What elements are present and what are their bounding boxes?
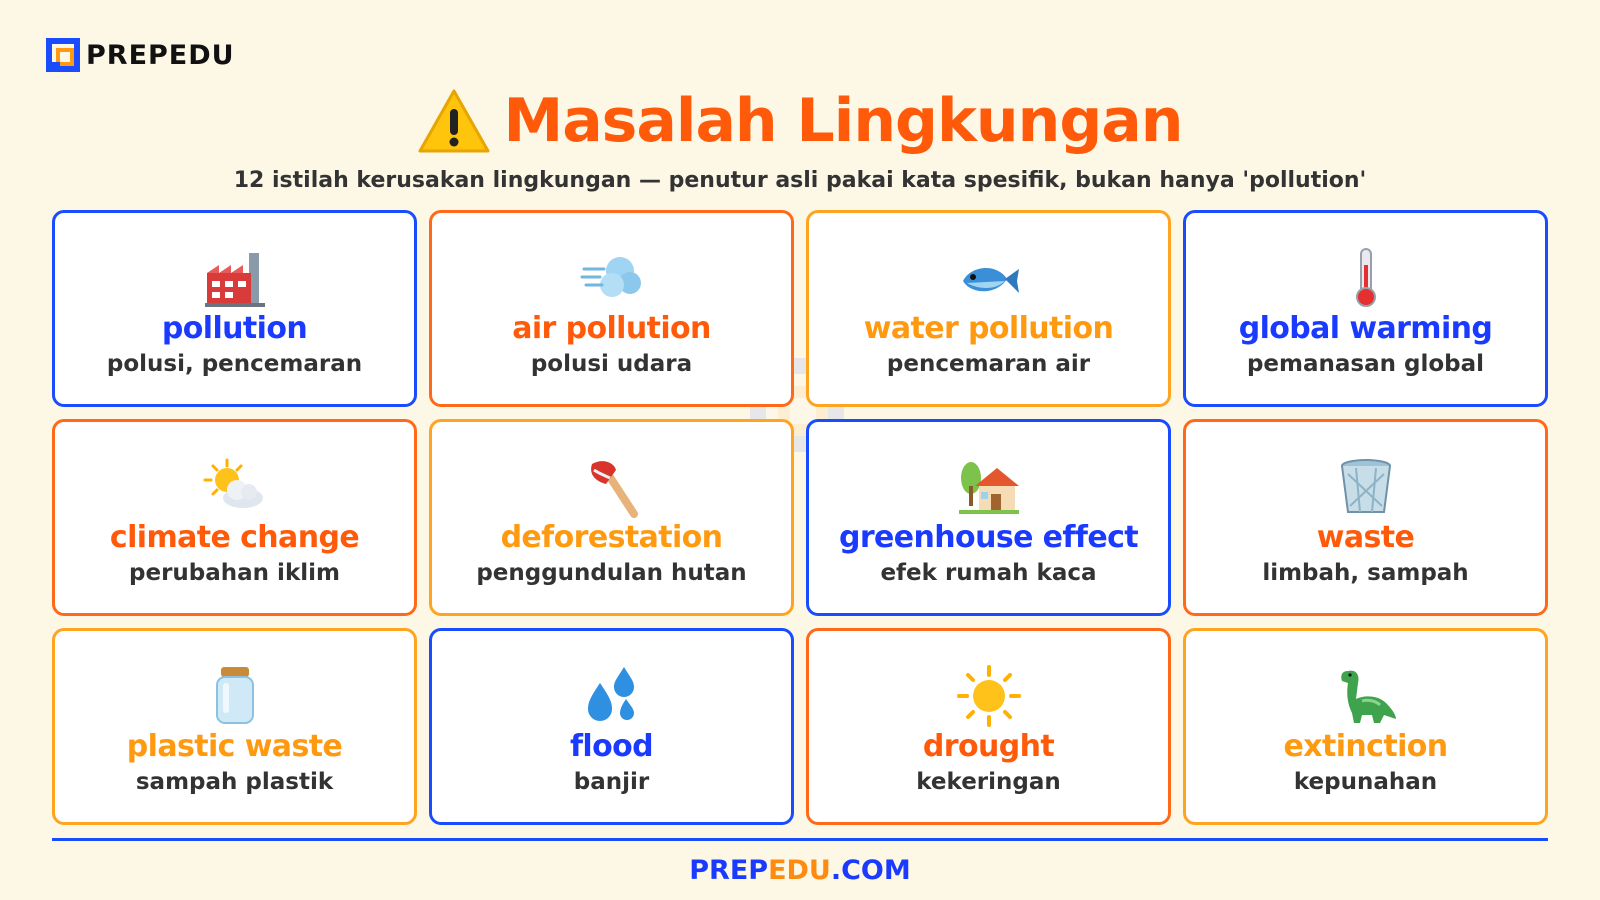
card-meaning: banjir — [573, 768, 650, 795]
wastebasket-icon — [1334, 456, 1398, 518]
thermometer-icon — [1334, 247, 1398, 309]
vocabulary-grid — [52, 210, 1548, 825]
footer-website[interactable] — [0, 855, 1600, 886]
page-subtitle: 12 istilah kerusakan lingkungan — penutur asli pakai kata spesifik, bukan hanya 'pollution' — [233, 168, 1367, 193]
vocab-card — [806, 628, 1171, 825]
vocab-card — [1183, 419, 1548, 616]
card-term: water pollution — [863, 310, 1114, 346]
vocab-card — [1183, 210, 1548, 407]
vocab-card — [429, 628, 794, 825]
card-meaning: pemanasan global — [1246, 350, 1485, 377]
card-meaning: sampah plastik — [135, 768, 334, 795]
vocab-card — [806, 210, 1171, 407]
footer-text-com: .COM — [830, 855, 911, 886]
card-term: deforestation — [500, 519, 723, 555]
footer-text-prep: PREP — [689, 855, 769, 886]
vocab-card — [1183, 628, 1548, 825]
card-term: extinction — [1283, 728, 1448, 764]
dinosaur-icon — [1334, 665, 1398, 727]
prepedu-logo-icon — [46, 38, 80, 72]
warning-icon — [417, 87, 491, 155]
card-term: global warming — [1238, 310, 1493, 346]
card-meaning: polusi, pencemaran — [106, 350, 363, 377]
card-meaning: polusi udara — [530, 350, 693, 377]
card-meaning: pencemaran air — [886, 350, 1091, 377]
house-icon — [957, 456, 1021, 518]
page-header — [0, 86, 1600, 156]
jar-icon — [203, 665, 267, 727]
card-meaning: kekeringan — [916, 768, 1061, 795]
card-term: climate change — [109, 519, 360, 555]
wind-icon — [580, 247, 644, 309]
card-meaning: perubahan iklim — [129, 559, 340, 586]
factory-icon — [203, 247, 267, 309]
card-term: flood — [569, 728, 654, 764]
sun-cloud-icon — [203, 456, 267, 518]
vocab-card — [429, 210, 794, 407]
vocab-card — [806, 419, 1171, 616]
sun-icon — [957, 665, 1021, 727]
card-meaning: penggundulan hutan — [476, 559, 747, 586]
card-term: waste — [1316, 519, 1415, 555]
axe-icon — [580, 456, 644, 518]
card-term: greenhouse effect — [838, 519, 1138, 555]
card-meaning: kepunahan — [1293, 768, 1438, 795]
footer-divider — [52, 838, 1548, 841]
brand-logo — [46, 38, 235, 72]
logo-text: PREPEDU — [86, 39, 235, 71]
fish-icon — [957, 247, 1021, 309]
footer-text-edu: EDU — [768, 855, 831, 886]
card-meaning: efek rumah kaca — [880, 559, 1097, 586]
card-term: plastic waste — [126, 728, 343, 764]
vocab-card — [429, 419, 794, 616]
vocab-card — [52, 210, 417, 407]
vocab-card — [52, 419, 417, 616]
card-term: air pollution — [512, 310, 711, 346]
card-term: pollution — [161, 310, 308, 346]
card-meaning: limbah, sampah — [1262, 559, 1469, 586]
page-title: Masalah Lingkungan — [503, 86, 1183, 156]
vocab-card — [52, 628, 417, 825]
card-term: drought — [922, 728, 1055, 764]
droplets-icon — [580, 665, 644, 727]
